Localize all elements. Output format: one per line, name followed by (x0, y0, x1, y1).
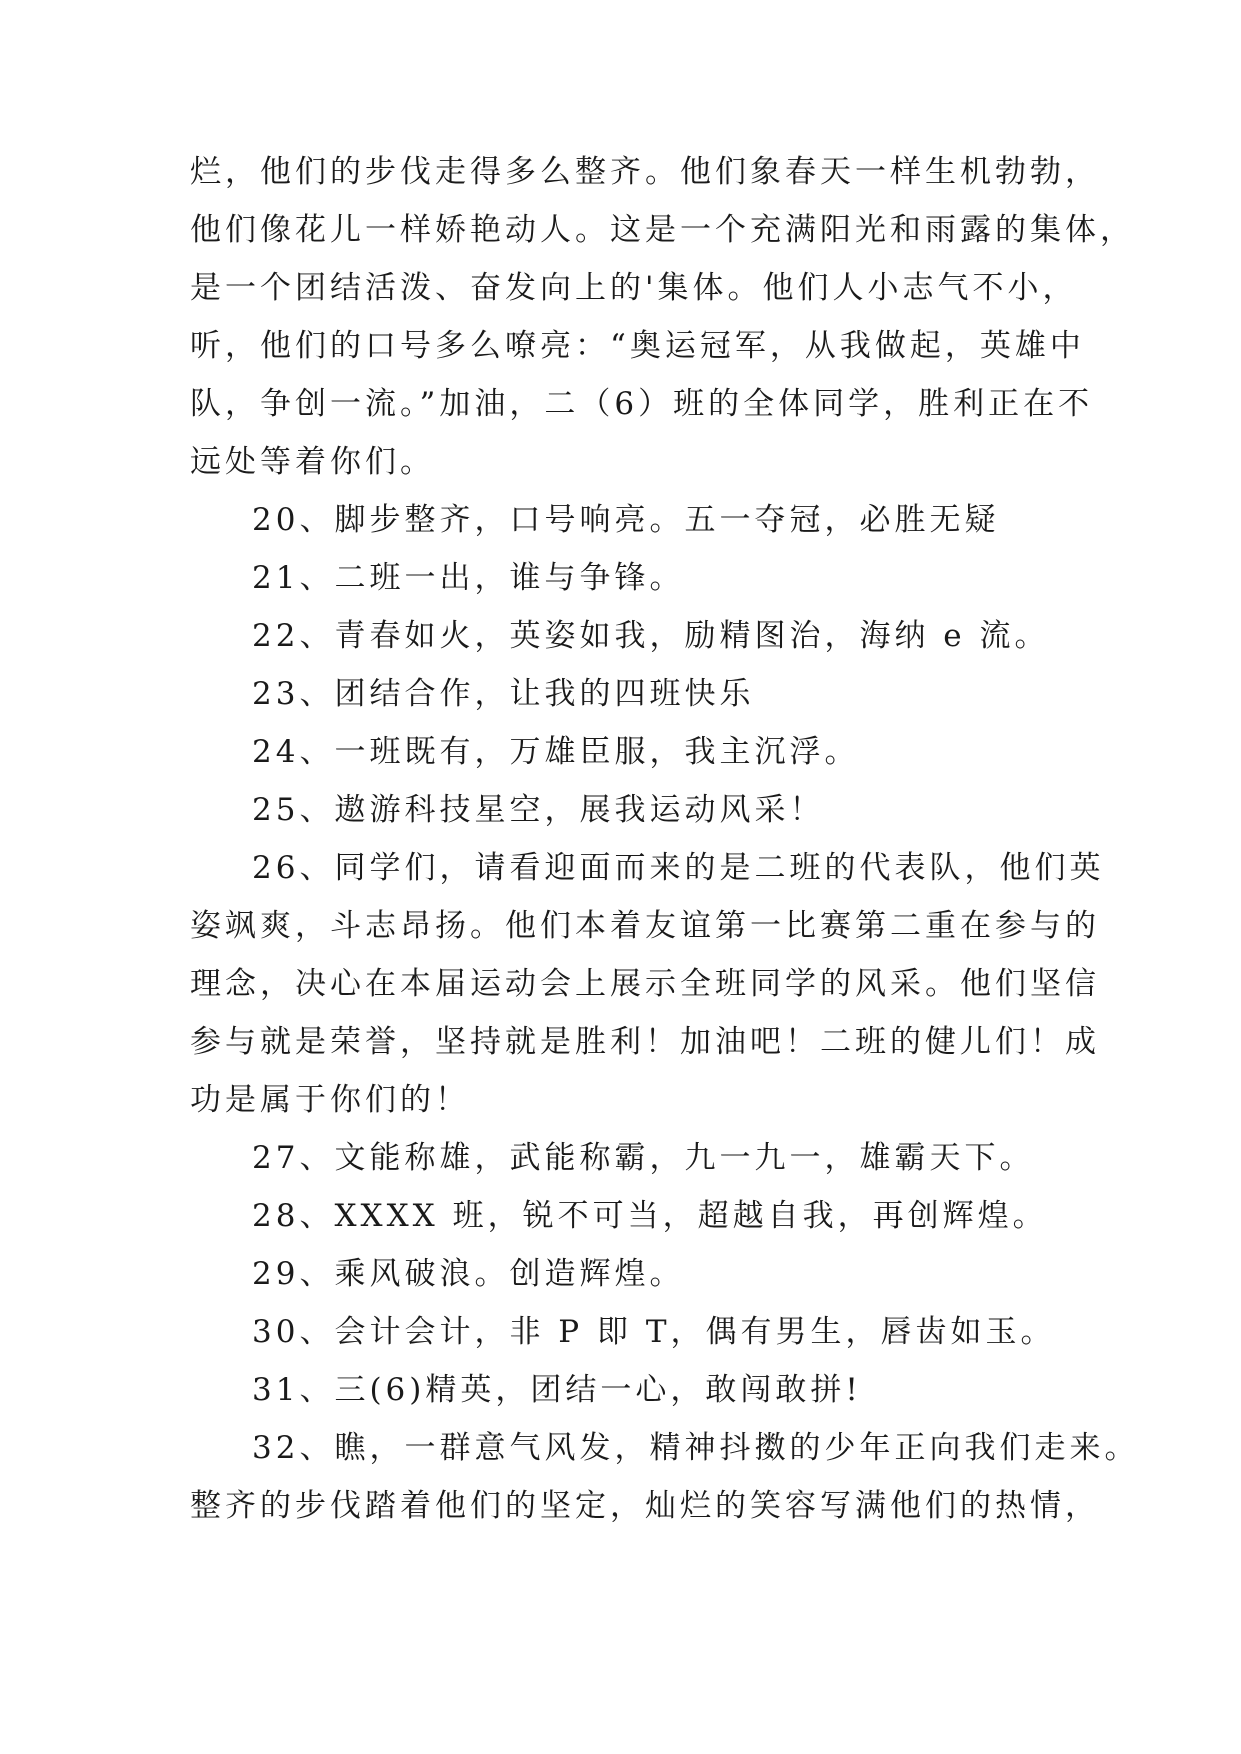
text-line: 队，争创一流。”加油，二（6）班的全体同学，胜利正在不 (190, 386, 1094, 422)
list-item-22: 22、青春如火，英姿如我，励精图治，海纳 e 流。 (252, 618, 1050, 654)
list-item-27: 27、文能称雄，武能称霸，九一九一，雄霸天下。 (252, 1140, 1035, 1176)
text-line: 烂，他们的步伐走得多么整齐。他们象春天一样生机勃勃， (190, 154, 1100, 190)
text-line: 功是属于你们的！ (190, 1082, 470, 1118)
list-item-20: 20、脚步整齐，口号响亮。五一夺冠，必胜无疑 (252, 502, 1000, 538)
text-line: 他们像花儿一样娇艳动人。这是一个充满阳光和雨露的集体， (190, 212, 1135, 248)
text-line: 姿飒爽，斗志昂扬。他们本着友谊第一比赛第二重在参与的 (190, 908, 1100, 944)
list-item-32: 32、瞧，一群意气风发，精神抖擞的少年正向我们走来。 (252, 1430, 1140, 1466)
text-line: 是一个团结活泼、奋发向上的'集体。他们人小志气不小， (190, 270, 1078, 306)
text-line: 远处等着你们。 (190, 444, 435, 480)
list-item-21: 21、二班一出，谁与争锋。 (252, 560, 685, 596)
list-item-25: 25、遨游科技星空，展我运动风采！ (252, 792, 825, 828)
list-item-30: 30、会计会计，非 P 即 T，偶有男生，唇齿如玉。 (252, 1314, 1056, 1350)
text-line: 理念，决心在本届运动会上展示全班同学的风采。他们坚信 (190, 966, 1100, 1002)
list-item-23: 23、团结合作，让我的四班快乐 (252, 676, 755, 712)
list-item-28: 28、XXXX 班，锐不可当，超越自我，再创辉煌。 (252, 1198, 1048, 1234)
list-item-24: 24、一班既有，万雄臣服，我主沉浮。 (252, 734, 860, 770)
text-line: 整齐的步伐踏着他们的坚定，灿烂的笑容写满他们的热情， (190, 1488, 1100, 1524)
list-item-26: 26、同学们，请看迎面而来的是二班的代表队，他们英 (252, 850, 1105, 886)
text-line: 听，他们的口号多么嘹亮：“奥运冠军，从我做起，英雄中 (190, 328, 1085, 364)
text-line: 参与就是荣誉，坚持就是胜利！加油吧！二班的健儿们！成 (190, 1024, 1100, 1060)
list-item-29: 29、乘风破浪。创造辉煌。 (252, 1256, 685, 1292)
list-item-31: 31、三(6)精英，团结一心，敢闯敢拼! (252, 1372, 862, 1408)
